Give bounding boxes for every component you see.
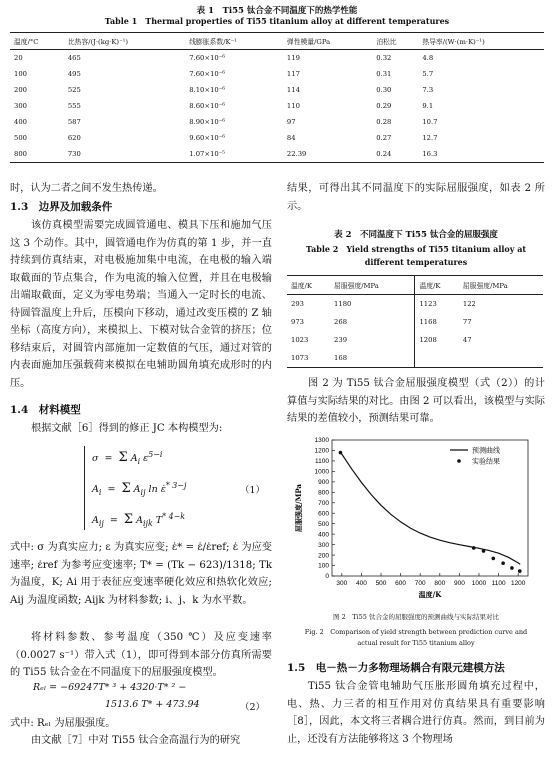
table2-header-cell: 屈服强度/MPa [330, 276, 415, 295]
table1-cell: 0.31 [376, 69, 392, 78]
left-p2: 根据文献［6］得到的修正 JC 本构模型为: [31, 423, 223, 434]
table1-cell: 8.90×10⁻⁶ [189, 117, 226, 126]
series-line-prediction [340, 452, 520, 564]
x-tick-label: 1100 [491, 580, 506, 587]
table1-cell: 8.60×10⁻⁶ [189, 101, 226, 110]
left-p3: 式中: σ 为真实应力; ε 为真实应变; ε̇* = ε̇/ε̇ref; ε̇ 为应变速率; ε̇ref 为参考应变速率; T* = (Tk − 623)/1318; Tk 为温度，K; Ai 用于表征应变速率硬化效应和热软化效应; Aij 为温度函数; Aijk 为材料参数; i、j、k 为水平数。 [10, 542, 272, 606]
table1-cell: 84 [286, 133, 296, 142]
x-tick-label: 400 [355, 580, 367, 587]
y-tick-label: 700 [318, 499, 329, 507]
table1-header-cell: 泊松比 [372, 33, 418, 50]
table2-cell: 973 [291, 318, 304, 326]
table2-cell: 1168 [415, 313, 459, 331]
y-tick-label: 200 [318, 552, 329, 560]
right-p1: 图 2 为 Ti55 钛合金屈服强度模型（式（2））的计算值与实际结果的对比。由图 2 可以看出，该模型与实际结果的差值较小，预测结果可靠。 [287, 378, 545, 424]
y-tick-label: 300 [318, 541, 329, 549]
table1-cell: 0.28 [376, 117, 392, 126]
table2-cell: 1023 [291, 336, 309, 344]
table2 [287, 275, 543, 368]
y-tick-label: 900 [318, 479, 329, 487]
table1-cell: 587 [67, 117, 81, 126]
table1-cell: 110 [286, 101, 300, 110]
y-tick-label: 500 [318, 520, 329, 528]
table1-cell: 9.1 [422, 101, 434, 110]
y-tick-label: 600 [318, 510, 329, 518]
table1-title-en: Table 1 Thermal properties of Ti55 titanium alloy at different temperatures [104, 16, 450, 26]
table1-cell: 7.60×10⁻⁶ [189, 69, 226, 78]
table1-cell: 495 [67, 69, 81, 78]
section-1-5-heading: 1.5 电－热－力多物理场耦合有限元建模方法 [287, 662, 505, 674]
table1-cell: 9.60×10⁻⁶ [189, 133, 226, 142]
table1-cell: 16.3 [418, 146, 544, 163]
table1-row [10, 114, 544, 130]
table2-cell [459, 349, 543, 368]
y-tick-label: 1200 [314, 447, 329, 455]
x-axis-label: 温度/K [418, 590, 442, 599]
y-tick-label: 1300 [314, 437, 329, 445]
y-tick-label: 1100 [315, 458, 329, 466]
table2-cell: 77 [462, 318, 472, 326]
table1-cell: 0.30 [376, 85, 392, 94]
table1-row [10, 50, 544, 67]
table1-cell: 0.24 [372, 146, 418, 163]
x-tick-label: 800 [434, 580, 446, 587]
y-tick-label: 400 [318, 531, 329, 539]
table1-cell: 114 [286, 85, 300, 94]
data-point-experiment [510, 566, 514, 570]
y-tick-label: 800 [318, 489, 329, 497]
x-tick-label: 1000 [471, 580, 487, 587]
table1-cell: 97 [286, 117, 296, 126]
table1-cell: 400 [14, 117, 27, 126]
table2-cell [415, 349, 459, 368]
table1-cell: 117 [286, 69, 300, 78]
table1-row [10, 130, 544, 146]
equation-1-label: （1） [240, 485, 266, 496]
table1-cell: 300 [14, 101, 27, 110]
x-tick-label: 700 [414, 580, 426, 587]
table1-cell: 119 [286, 53, 300, 62]
legend-label-experiment: 实验结果 [472, 457, 500, 466]
table2-cell: 1073 [287, 349, 330, 368]
x-tick-label: 1200 [510, 580, 526, 587]
y-tick-label: 0 [325, 573, 329, 581]
table2-title-en: Table 2 Yield strengths of Ti55 titanium alloy at different temperatures [305, 244, 527, 267]
x-tick-label: 900 [453, 580, 465, 587]
figure2-chart [290, 432, 540, 612]
table1-cell: 0.32 [376, 53, 392, 62]
table1-title-cn: 表 1 Ti55 钛合金不同温度下的热学性能 [196, 6, 358, 16]
table2-cell: 293 [291, 300, 304, 308]
table1 [10, 32, 544, 163]
data-point-experiment [518, 569, 522, 573]
table2-cell: 239 [334, 336, 348, 344]
table1-row [10, 82, 544, 98]
table1-cell: 100 [14, 69, 27, 78]
table2-cell: 1208 [415, 331, 459, 349]
table1-cell: 22.39 [283, 146, 372, 163]
table1-cell: 8.10×10⁻⁶ [189, 85, 226, 94]
table1-cell: 4.8 [422, 53, 434, 62]
legend-point-swatch [457, 459, 461, 463]
section-1-4-heading: 1.4 材料模型 [10, 404, 81, 416]
left-p6: 由文献［7］中对 Ti55 钛合金高温行为的研究 [31, 735, 241, 746]
table1-cell: 20 [14, 53, 23, 62]
table2-cell: 168 [330, 349, 415, 368]
data-point-experiment [339, 451, 343, 455]
table2-row [287, 349, 543, 368]
table2-cell: 268 [334, 318, 348, 326]
x-tick-label: 500 [375, 580, 387, 587]
y-tick-label: 1000 [314, 468, 329, 476]
table1-header-cell: 弹性模量/GPa [283, 33, 372, 50]
table1-cell: 730 [64, 146, 185, 163]
equation-2-line2: 1513.6 T* + 473.94 [105, 699, 200, 710]
left-p0: 时，认为二者之间不发生热传递。 [10, 183, 163, 194]
table2-header-cell: 温度/K [415, 276, 459, 295]
table1-cell: 0.29 [376, 101, 392, 110]
table2-title-cn: 表 2 不同温度下 Ti55 钛合金的屈服强度 [334, 230, 498, 240]
table1-row [10, 98, 544, 114]
data-point-experiment [472, 546, 476, 550]
y-tick-label: 100 [318, 562, 329, 570]
table2-row [287, 313, 543, 331]
table1-cell: 12.7 [422, 133, 438, 142]
table1-cell: 525 [67, 85, 81, 94]
table2-cell: 1180 [334, 300, 352, 308]
table1-row [10, 66, 544, 82]
y-axis-label: 屈服强度/MPa [294, 484, 303, 532]
table1-cell: 500 [14, 133, 27, 142]
table1-cell: 1.07×10⁻⁵ [185, 146, 283, 163]
table1-header-cell: 比热容/(J·(kg·K)⁻¹) [64, 33, 185, 50]
legend-label-prediction: 预测曲线 [472, 446, 500, 455]
table1-cell: 620 [67, 133, 81, 142]
table1-header-cell: 线膨胀系数/K⁻¹ [185, 33, 283, 50]
table1-cell: 10.7 [422, 117, 438, 126]
table1-cell: 200 [14, 85, 27, 94]
equation-2-line1: Rₑₗ = −69247T* ³ + 4320·T* ² − [33, 682, 187, 693]
left-p4: 将材料参数、参考温度（350 ℃）及应变速率（0.0027 s⁻¹）带入式（1），即可得到本部分仿真所需要的 Ti55 钛合金在不同温度下的屈服强度模型。 [10, 632, 272, 678]
x-tick-label: 300 [336, 580, 348, 587]
equation-2-label: （2） [240, 702, 266, 713]
data-point-experiment [492, 557, 496, 561]
data-point-experiment [501, 561, 505, 565]
table1-cell: 800 [10, 146, 64, 163]
table2-row [287, 331, 543, 349]
figure2-caption-en: Fig. 2 Comparison of yield strength between prediction curve and actual result for Ti55 titanium alloy [304, 628, 528, 647]
equation-1: σ = Σ $A_i$ $\varepsilon^{5-i}$ $A_i = \Sigma$ $A_{ij}$ ln ε̇$^{* 3-j}$ $A_{ij} = \Sigma$ $A_{ijk}$ $T^{* 4-k}$ [70, 440, 270, 530]
right-p0: 结果，可得出其不同温度下的实际屈服强度，如表 2 所示。 [287, 183, 545, 212]
left-p5: 式中: Rₑₗ 为屈服强度。 [10, 718, 116, 729]
table1-header-cell: 温度/°C [10, 33, 64, 50]
table2-header-cell: 温度/K [287, 276, 330, 295]
table2-row [287, 295, 543, 314]
table1-cell: 555 [67, 101, 81, 110]
left-p1: 该仿真模型需要完成圆管通电、模具下压和施加气压这 3 个动作。其中，圆管通电作为仿真的第 1 步，并一直持续到仿真结束，对电极施加集中电流，在电极的输入端取截面的节点集合，作为电流的输入位置，并且在电极输出端取截面，定义为零电势端；当通入一定时长的电流、待圆管温度上升后，压模向下移动，通过改变压模的 Z 轴坐标（高度方向），来模拟上、下模对钛合金管的挤压；位移结束后，对圆管内部施加一定数值的气压，通过对管的内表面施加压强载荷来模拟在电辅助圆角填充成形时的内压。 [10, 220, 272, 389]
table2-cell: 47 [462, 336, 472, 344]
table1-header-cell: 热导率/(W·(m·K)⁻¹) [418, 33, 544, 50]
table2-cell: 122 [462, 300, 476, 308]
table1-cell: 0.27 [376, 133, 392, 142]
table2-header-cell: 屈服强度/MPa [459, 276, 543, 295]
table1-cell: 5.7 [422, 69, 434, 78]
x-tick-label: 600 [395, 580, 407, 587]
table1-row [10, 146, 544, 163]
table1-cell: 7.3 [422, 85, 434, 94]
data-point-experiment [482, 549, 486, 553]
figure2-caption-cn: 图 2 Ti55 钛合金的屈服强度的预测曲线与实际结果对比 [333, 613, 499, 621]
table1-cell: 465 [67, 53, 81, 62]
section-1-3-heading: 1.3 边界及加载条件 [10, 201, 113, 213]
right-p2: Ti55 钛合金管电辅助气压胀形圆角填充过程中，电、热、力三者的相互作用对仿真结果具有重要影响［8］，因此，本文将三者耦合进行仿真。然而，到目前为止，还没有方法能够将这 3 个物理场 [287, 681, 545, 745]
table2-cell: 1123 [415, 295, 459, 314]
table1-cell: 7.60×10⁻⁶ [189, 53, 226, 62]
